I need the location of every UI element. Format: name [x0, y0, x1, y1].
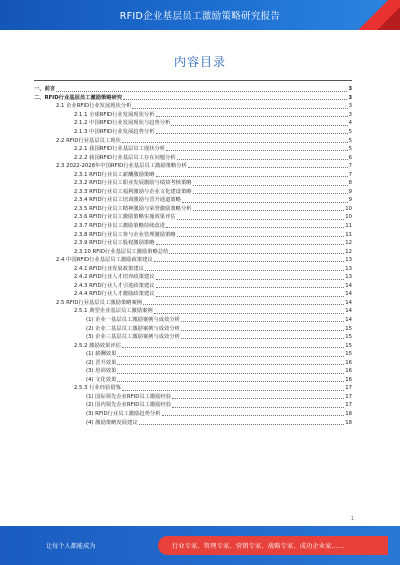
toc-leader-dots — [172, 398, 344, 399]
toc-entry-title: 2.4.4 RFID行业人才激励政策建议 — [74, 291, 155, 298]
toc-entry[interactable] — [34, 272, 352, 281]
toc-entry-page: 4 — [348, 120, 352, 127]
toc-entry-page: 14 — [345, 299, 352, 306]
toc-entry-title: 2.3.9 RFID行业员工股权激励策略 — [74, 240, 155, 247]
toc-leader-dots — [193, 210, 345, 211]
toc-entry[interactable] — [34, 323, 352, 332]
toc-entry[interactable] — [34, 84, 352, 93]
toc-entry[interactable] — [34, 93, 352, 102]
toc-entry-page: 14 — [345, 308, 352, 315]
toc-entry-title: (3) 企业三基层员工激励案例与成效分析 — [86, 334, 180, 341]
toc-entry-title: 2.3.6 RFID行业员工激励策略实施效果评估 — [74, 214, 176, 221]
toc-entry-page: 11 — [345, 223, 352, 229]
report-title: RFID企业基层员工激励策略研究报告 — [119, 11, 281, 22]
toc-entry-title: (2) 国内领先企业RFID员工激励经验 — [86, 402, 172, 409]
toc-entry-title: (1) 企业一基层员工激励案例与成效分析 — [86, 317, 180, 324]
toc-entry-page: 13 — [345, 274, 352, 281]
toc-divider — [34, 80, 352, 81]
toc-leader-dots — [122, 347, 344, 348]
table-of-contents — [34, 80, 352, 426]
toc-entry-page: 15 — [345, 351, 352, 358]
toc-entry[interactable] — [34, 169, 352, 178]
toc-leader-dots — [166, 227, 344, 228]
toc-leader-dots — [166, 150, 348, 151]
toc-entry-page: 3 — [348, 86, 352, 93]
toc-entry-title: (1) 国际领先企业RFID员工激励经验 — [86, 393, 172, 400]
toc-entry-title: 2.5 RFID行业基层员工激励策略案例 — [56, 299, 143, 306]
toc-entry-page: 5 — [348, 146, 352, 153]
toc-entry[interactable] — [34, 255, 352, 264]
toc-entry[interactable] — [34, 195, 352, 204]
toc-entry[interactable] — [34, 238, 352, 247]
toc-leader-dots — [193, 193, 348, 194]
toc-entry-page: 17 — [345, 402, 352, 409]
toc-entry-title: 2.1 企业RFID行业发展现状分析 — [56, 103, 132, 110]
toc-entry[interactable] — [34, 392, 352, 401]
toc-entry-title: 2.3 2022-2028年中国RFID行业基层员工激励策略分析 — [56, 163, 187, 170]
toc-entry-title: 2.3.4 RFID行业员工培训激励与晋升通道策略 — [74, 197, 181, 204]
footer-slogan: 让每个人都能成为 — [46, 543, 96, 550]
toc-entry-page: 15 — [345, 342, 352, 349]
header-accent-shape — [354, 0, 400, 30]
toc-entry-title: 2.3.3 RFID行业员工福利激励与企业文化建设策略 — [74, 188, 192, 195]
toc-leader-dots — [162, 415, 345, 416]
toc-entry[interactable] — [34, 144, 352, 153]
toc-leader-dots — [154, 313, 345, 314]
toc-entry-title: 2.3.10 RFID行业基层员工激励策略总结 — [74, 248, 169, 255]
toc-leader-dots — [171, 125, 347, 126]
toc-entry-page: 3 — [348, 103, 352, 110]
toc-entry-title: 二、RFID行业基层员工激励策略研究 — [34, 94, 123, 101]
toc-entry-page: 14 — [345, 317, 352, 324]
report-header — [0, 0, 400, 30]
toc-leader-dots — [156, 287, 345, 288]
toc-entry-title: 2.3.7 RFID行业员工激励策略持续改进 — [74, 223, 166, 229]
toc-entry-title: 2.4.1 RFID行业发展政策建议 — [74, 265, 144, 272]
toc-entry[interactable] — [34, 281, 352, 290]
toc-entry-title: 2.4.3 RFID行业人才引进政策建议 — [74, 282, 155, 289]
toc-entry[interactable] — [34, 221, 352, 230]
toc-entry[interactable] — [34, 417, 352, 426]
toc-entry[interactable] — [34, 358, 352, 367]
toc-entry-page: 10 — [345, 214, 352, 221]
toc-entry-title: 2.4 中国RFID行业基层员工激励政策建议 — [56, 257, 153, 264]
toc-entry-page: 10 — [345, 205, 352, 212]
toc-entry-title: (3) RFID行业员工激励趋势分析 — [86, 411, 161, 418]
toc-entry[interactable] — [34, 187, 352, 196]
toc-leader-dots — [123, 99, 347, 100]
toc-leader-dots — [122, 390, 344, 391]
toc-entry-page: 18 — [345, 419, 352, 426]
toc-entry-page: 9 — [348, 188, 352, 195]
toc-entry-page: 5 — [348, 128, 352, 135]
toc-entry-page: 3 — [348, 94, 352, 101]
toc-entry-title: 2.5.1 典型企业基层员工激励案例 — [74, 308, 153, 315]
toc-entry-page: 17 — [345, 393, 352, 400]
toc-leader-dots — [188, 167, 348, 168]
toc-leader-dots — [156, 133, 348, 134]
toc-entry-page: 3 — [348, 111, 352, 118]
toc-leader-dots — [117, 373, 344, 374]
toc-leader-dots — [117, 356, 344, 357]
toc-entry[interactable] — [34, 118, 352, 127]
toc-leader-dots — [143, 304, 344, 305]
toc-leader-dots — [132, 108, 347, 109]
toc-entry[interactable] — [34, 332, 352, 341]
toc-entry[interactable] — [34, 161, 352, 170]
toc-entry-page: 18 — [345, 411, 352, 418]
toc-entry-title: (4) 文化效果 — [86, 376, 117, 383]
toc-entry-page: 5 — [348, 137, 352, 144]
toc-entry-title: 2.1.1 全球RFID行业发展现状分析 — [74, 111, 155, 118]
toc-leader-dots — [156, 244, 345, 245]
toc-entry[interactable] — [34, 246, 352, 255]
toc-entry[interactable] — [34, 110, 352, 119]
toc-entry-page: 16 — [345, 376, 352, 383]
toc-entry-page: 14 — [345, 282, 352, 289]
toc-entry[interactable] — [34, 306, 352, 315]
toc-entry[interactable] — [34, 263, 352, 272]
toc-leader-dots — [172, 407, 344, 408]
toc-entry[interactable] — [34, 383, 352, 392]
toc-entry-page: 13 — [345, 265, 352, 272]
footer-tagline: 行业专家、管理专家、营销专家、战略专家、成功企业家…… — [158, 536, 388, 555]
toc-leader-dots — [145, 270, 344, 271]
toc-entry-page: 11 — [345, 231, 352, 238]
toc-leader-dots — [177, 236, 345, 237]
toc-entry[interactable] — [34, 135, 352, 144]
toc-leader-dots — [156, 176, 348, 177]
toc-entry-page: 6 — [348, 154, 352, 161]
toc-leader-dots — [122, 142, 348, 143]
page-title: 内容目录 — [173, 55, 226, 69]
toc-leader-dots — [181, 330, 344, 331]
toc-entry[interactable] — [34, 101, 352, 110]
toc-entry-page: 7 — [348, 163, 352, 170]
toc-leader-dots — [193, 185, 348, 186]
toc-entry-page: 8 — [348, 180, 352, 187]
toc-entry-title: 2.3.2 RFID行业员工职业发展激励与绩效考核策略 — [74, 180, 192, 187]
toc-entry-page: 15 — [345, 325, 352, 332]
toc-entry-title: 2.4.2 RFID行业人才培养政策建议 — [74, 274, 155, 281]
toc-entry-title: 2.5.3 行业经验借鉴 — [74, 385, 121, 392]
toc-entry-title: 2.3.1 RFID行业员工薪酬激励策略 — [74, 171, 155, 178]
toc-leader-dots — [139, 424, 345, 425]
toc-entry-page: 17 — [345, 385, 352, 392]
toc-entry[interactable] — [34, 289, 352, 298]
toc-entry-title: (2) 企业二基层员工激励案例与成效分析 — [86, 325, 180, 332]
toc-leader-dots — [182, 202, 348, 203]
toc-entry-title: 2.2.2 我国RFID行业基层员工存在问题分析 — [74, 154, 176, 161]
toc-leader-dots — [56, 91, 347, 92]
toc-leader-dots — [169, 253, 344, 254]
toc-leader-dots — [181, 321, 344, 322]
toc-entry-page: 7 — [348, 171, 352, 178]
toc-entry-page: 9 — [348, 197, 352, 204]
toc-entry-page: 13 — [345, 257, 352, 264]
toc-leader-dots — [177, 159, 348, 160]
toc-entry[interactable] — [34, 298, 352, 307]
toc-leader-dots — [177, 219, 345, 220]
toc-entry-title: 2.1.3 中国RFID行业发展趋势分析 — [74, 128, 155, 135]
toc-entry[interactable] — [34, 315, 352, 324]
toc-entry[interactable] — [34, 212, 352, 221]
toc-entry-title: 2.1.2 中国RFID行业发展现状与趋势分析 — [74, 120, 171, 127]
toc-leader-dots — [117, 364, 344, 365]
toc-entry-page: 16 — [345, 368, 352, 375]
toc-entry-title: (1) 薪酬效果 — [86, 351, 117, 358]
toc-leader-dots — [154, 261, 345, 262]
toc-entry-page: 12 — [345, 248, 352, 255]
toc-entry-title: 一、前言 — [34, 86, 56, 93]
toc-entry[interactable] — [34, 127, 352, 136]
toc-entry-page: 16 — [345, 359, 352, 366]
toc-leader-dots — [156, 279, 345, 280]
toc-leader-dots — [117, 381, 344, 382]
toc-entry[interactable] — [34, 366, 352, 375]
toc-entry[interactable] — [34, 349, 352, 358]
toc-leader-dots — [156, 296, 345, 297]
toc-entry-page: 14 — [345, 291, 352, 298]
toc-entry[interactable] — [34, 152, 352, 161]
toc-entry[interactable] — [34, 204, 352, 213]
toc-entry-title: (2) 晋升效果 — [86, 359, 117, 366]
toc-entry[interactable] — [34, 229, 352, 238]
toc-entry-page: 15 — [345, 334, 352, 341]
report-footer — [0, 526, 400, 565]
toc-entry[interactable] — [34, 400, 352, 409]
toc-entry-title: 2.2 RFID行业基层员工现状 — [56, 137, 121, 144]
toc-entry-title: 2.2.1 我国RFID行业基层员工现状分析 — [74, 146, 166, 153]
toc-entry[interactable] — [34, 409, 352, 418]
toc-entry[interactable] — [34, 178, 352, 187]
toc-entry-page: 12 — [345, 240, 352, 247]
toc-entry[interactable] — [34, 340, 352, 349]
toc-entry[interactable] — [34, 375, 352, 384]
toc-entry-title: 2.3.8 RFID行业员工参与企业管理激励策略 — [74, 231, 176, 238]
toc-entry-title: 2.3.5 RFID行业员工精神激励与荣誉激励策略分析 — [74, 205, 192, 212]
toc-entry-title: (3) 培训效果 — [86, 368, 117, 375]
toc-entry-title: (4) 激励策略发展建议 — [86, 419, 138, 426]
toc-entry-title: 2.5.2 激励效果评估 — [74, 342, 121, 349]
page-number: 1 — [350, 516, 354, 522]
toc-leader-dots — [181, 338, 344, 339]
toc-leader-dots — [156, 116, 348, 117]
